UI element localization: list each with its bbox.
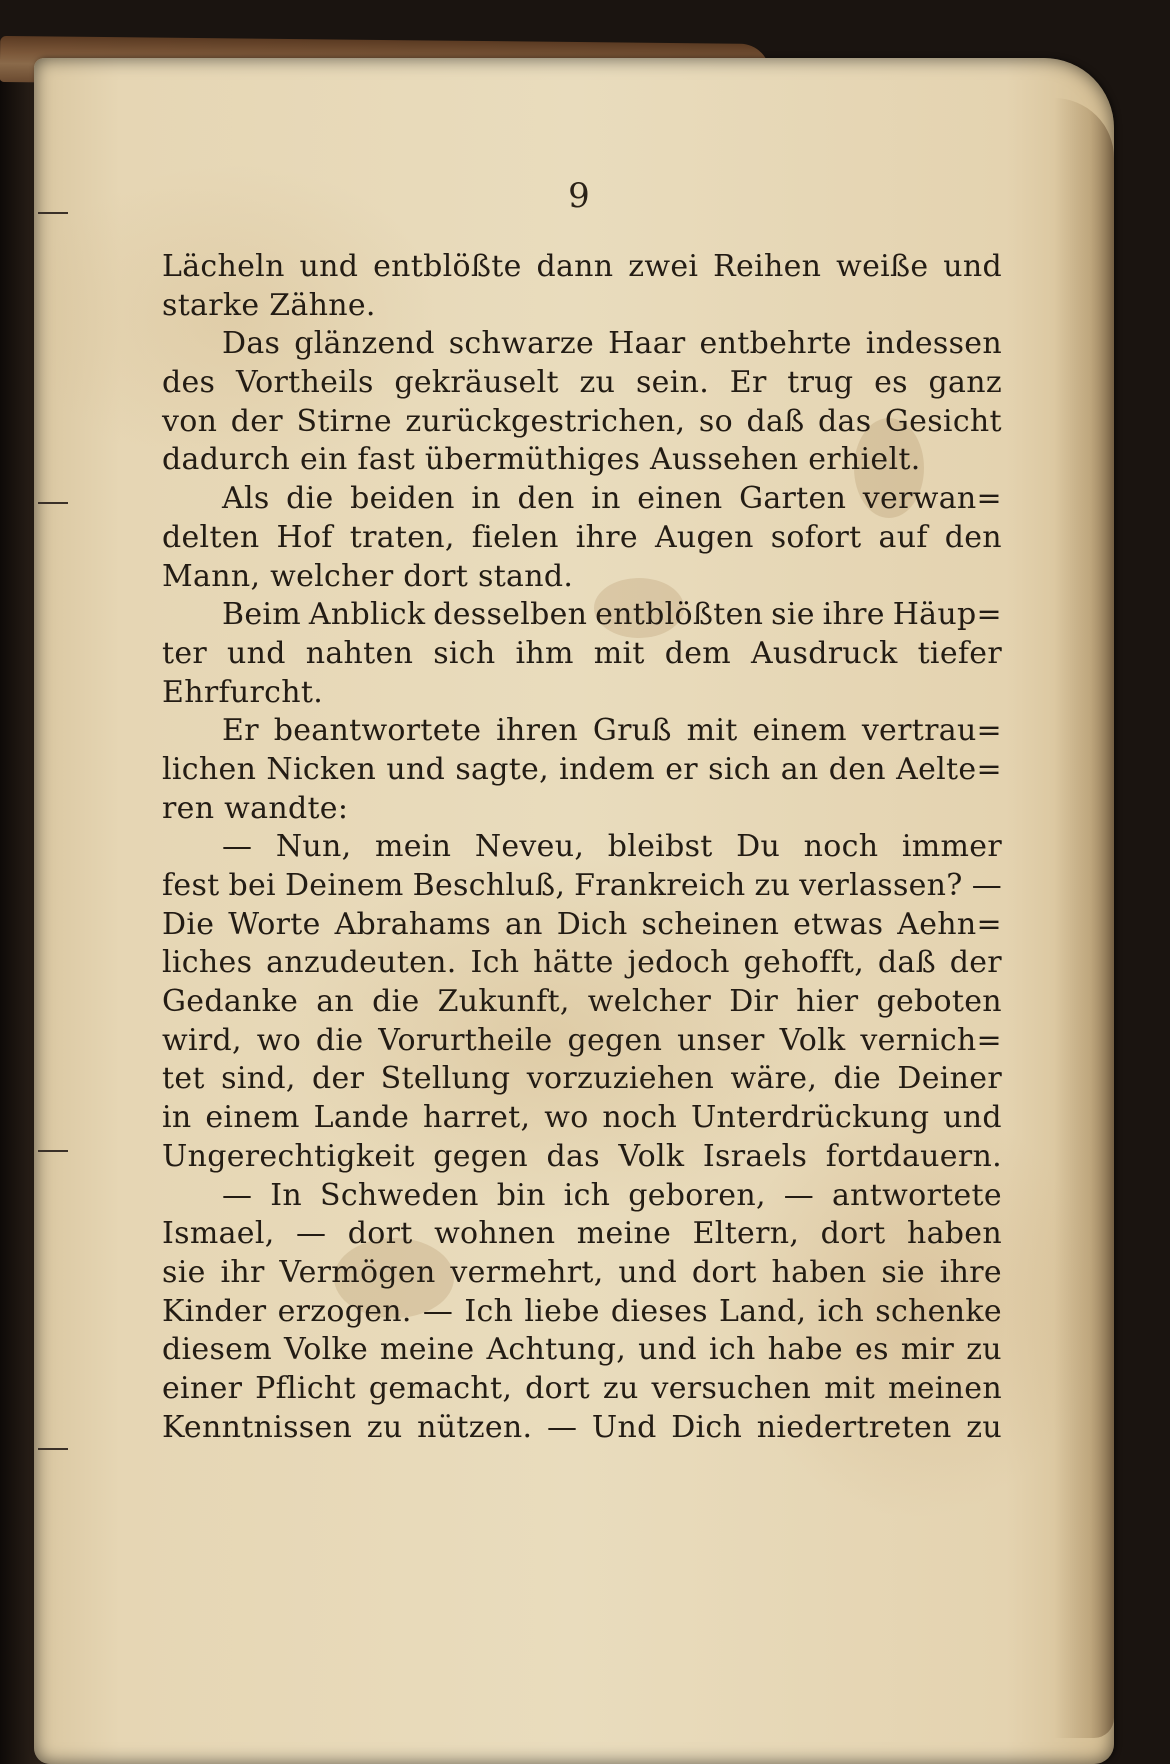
word: Volke [284,1332,368,1368]
word: — [546,1409,578,1445]
word: sie [771,597,815,633]
word: Häup= [892,597,1002,633]
word: verwan= [862,481,1002,517]
margin-mark [38,502,68,504]
word: indessen [865,326,1002,362]
word: dort [820,1216,886,1252]
word: Neveu, [474,829,585,865]
word: schwarze [448,326,595,362]
word: so [698,403,733,439]
word: fest [162,868,220,903]
word: Er [729,365,767,401]
word: Schweden [319,1177,479,1213]
word: liebe [524,1293,600,1329]
word: haben [771,1254,867,1290]
line-text: starke Zähne. [162,287,376,323]
word: Achtung, [486,1332,627,1368]
word: die [286,481,334,517]
word: dann [536,249,614,284]
word: — [222,1177,253,1213]
text-line [162,1331,1002,1370]
word: Dir [729,984,779,1020]
word: Volk [618,1138,685,1174]
word: trug [787,365,854,401]
word: geboren, [628,1177,766,1213]
text-line [162,596,1002,635]
text-line [162,1254,1002,1293]
word: ihren [496,713,578,749]
word: einen [637,481,723,517]
word: noch [602,1100,678,1136]
word: ihre [939,1254,1002,1290]
word: und [227,635,286,671]
word: Nun, [275,829,352,865]
word: Reihen [713,249,822,284]
text-line [162,906,1002,945]
word: Zukunft, [437,984,570,1020]
word: — [971,868,1002,903]
word: sein. [635,365,710,401]
word: hier [796,984,859,1020]
word: — [296,1216,327,1252]
word: dort [347,1216,413,1252]
word: die [315,1022,364,1058]
word: erzogen. [277,1293,412,1329]
text-line [162,441,1002,480]
word: Vortheils [235,365,374,401]
text-line [162,944,1002,983]
word: Augen [654,519,754,555]
word: haben [906,1216,1002,1252]
word: dem [664,635,731,671]
text-line [162,248,1002,287]
word: Frankreich [574,868,746,903]
word: zu [966,1332,1002,1368]
word: zu [754,868,791,903]
text-line [162,635,1002,674]
text-line [162,1138,1002,1177]
word: gekräuselt [394,365,559,401]
text-line [162,287,1002,326]
word: gehofft, [743,945,865,981]
word: einem [205,1100,300,1136]
word: Land, [718,1293,807,1329]
text-line [162,1409,1002,1448]
text-line [162,751,1002,790]
word: wird, [162,1022,242,1058]
word: er [665,751,698,787]
margin-mark [38,1150,68,1152]
text-line [162,674,1002,713]
word: vertrau= [861,713,1002,749]
word: mein [374,829,452,865]
word: Beim [222,597,302,633]
word: desselben [433,597,588,633]
word: mir [900,1332,955,1368]
word: Deinem [284,868,404,903]
text-line [162,1177,1002,1216]
word: Abrahams [334,906,492,942]
word: an [780,751,819,787]
word: Er [222,713,259,749]
word: zu [602,1370,639,1406]
word: Deiner [897,1061,1002,1097]
word: antwortete [832,1177,1002,1213]
text-line [162,790,1002,829]
word: immer [901,829,1002,865]
word: mit [824,1370,876,1406]
word: die [833,1061,881,1097]
word: ich [563,1177,611,1213]
word: entblößte [373,249,522,284]
word: Haar [608,326,686,362]
text-line [162,403,1002,442]
word: Israels [702,1138,808,1174]
word: Kenntnissen [162,1409,353,1445]
word: in [162,1100,192,1136]
word: ich [817,1293,865,1329]
word: Unterdrückung [690,1100,930,1136]
word: wäre, [730,1061,818,1097]
word: zu [966,1409,1002,1445]
margin-mark [38,212,68,214]
word: versuchen [651,1370,812,1406]
word: den [944,519,1002,555]
word: entblößten [595,597,764,633]
word: Als [222,481,270,517]
word: in [471,481,501,517]
line-text: Mann, welcher dort stand. [162,558,574,594]
word: habe [767,1332,843,1368]
text-line [162,1022,1002,1061]
word: niedertreten [756,1409,952,1445]
word: — [222,829,253,865]
word: Ismael, [162,1216,275,1252]
word: indem [559,751,655,787]
word: sie [881,1254,925,1290]
word: Ungerechtigkeit [162,1138,415,1174]
word: dort [691,1254,757,1290]
text-line [162,480,1002,519]
word: mit [593,635,645,671]
word: diesem [162,1332,272,1368]
word: anzudeuten. [266,945,457,981]
word: zu [579,365,616,401]
word: nützen. [417,1409,533,1445]
word: Volk [779,1022,846,1058]
word: ter [162,635,208,671]
word: zu [366,1409,403,1445]
word: zurückgestrichen, [405,403,686,439]
word: fielen [471,519,559,555]
word: — [422,1293,454,1329]
word: einer [162,1370,243,1406]
margin-mark [38,1448,68,1450]
word: weiße [836,249,929,284]
word: Stirne [296,403,392,439]
word: Vermögen [279,1254,436,1290]
text-line [162,983,1002,1022]
word: der [230,403,283,439]
word: Die [162,906,215,942]
word: scheinen [641,906,780,942]
page-number: 9 [568,176,590,216]
text-line [162,1060,1002,1099]
line-text: ren wandte: [162,790,349,826]
word: Garten [739,481,847,517]
word: Gruß [592,713,672,749]
word: entbehrte [699,326,852,362]
word: gemacht, [368,1370,513,1406]
page-edge-shadow [1054,98,1114,1738]
word: gegen [433,1138,528,1174]
text-line [162,1370,1002,1409]
word: meine [576,1216,672,1252]
word: bei [228,868,276,903]
text-line [162,867,1002,906]
word: wo [544,1100,589,1136]
word: dieses [610,1293,708,1329]
text-line [162,325,1002,364]
word: Ausdruck [750,635,898,671]
line-text: dadurch ein fast übermüthiges Aussehen erhielt. [162,442,921,478]
text-line [162,712,1002,751]
word: In [270,1177,303,1213]
word: Gedanke [162,984,299,1020]
word: beantwortete [273,713,482,749]
word: daß [877,945,936,981]
word: nahten [305,635,414,671]
text-line [162,519,1002,558]
word: traten, [349,519,455,555]
word: Gesicht [884,403,1002,439]
word: bin [496,1177,546,1213]
word: tiefer [917,635,1002,671]
word: glänzend [294,326,435,362]
word: mit [686,713,738,749]
word: der [312,1061,365,1097]
word: beiden [350,481,455,517]
word: etwas [793,906,884,942]
word: Dich [556,906,628,942]
word: von [162,403,218,439]
word: das [546,1138,600,1174]
body-text [162,248,1002,1447]
word: es [855,1332,889,1368]
word: Ich [470,945,520,981]
word: sind, [221,1061,296,1097]
word: fortdauern. [825,1138,1002,1174]
word: daß [746,403,805,439]
word: des [162,365,216,401]
word: vermehrt, [450,1254,604,1290]
word: sagte, [455,751,549,787]
word: auf [878,519,928,555]
word: gegen [567,1022,663,1058]
word: und [299,249,359,284]
word: Nicken [266,751,377,787]
word: — [783,1177,815,1213]
word: die [372,984,420,1020]
text-line [162,828,1002,867]
word: Stellung [380,1061,511,1097]
word: es [874,365,908,401]
word: Worte [228,906,321,942]
word: unser [677,1022,765,1058]
word: meinen [887,1370,1002,1406]
word: hätte [533,945,614,981]
word: ihm [515,635,574,671]
word: Dich [671,1409,743,1445]
word: lichen [162,751,257,787]
word: Anblick [308,597,426,633]
text-line [162,1099,1002,1138]
word: zwei [628,249,699,284]
word: liches [162,945,253,981]
word: vernich= [860,1022,1002,1058]
word: Aehn= [897,906,1002,942]
word: Das [222,326,281,362]
word: den [828,751,886,787]
word: sofort [770,519,862,555]
word: delten [162,519,260,555]
word: und [618,1254,678,1290]
text-line [162,1293,1002,1332]
word: an [505,906,543,942]
word: ihre [575,519,638,555]
word: und [943,249,1002,284]
word: sie [162,1254,206,1290]
word: schenke [875,1293,1002,1329]
word: an [316,984,355,1020]
word: Lande [313,1100,410,1136]
word: noch [803,829,879,865]
word: ganz [928,365,1002,401]
line-text: Ehrfurcht. [162,674,324,710]
word: sich [708,751,771,787]
word: und [943,1100,1002,1136]
word: das [818,403,872,439]
word: Vorurtheile [378,1022,553,1058]
text-line [162,558,1002,597]
word: einem [752,713,847,749]
word: Und [591,1409,657,1445]
word: den [517,481,575,517]
word: Beschluß, [412,868,566,903]
word: Hof [276,519,333,555]
word: tet [162,1061,205,1097]
word: Lächeln [162,249,285,284]
word: dort [525,1370,590,1406]
word: harret, [423,1100,531,1136]
text-line [162,1215,1002,1254]
word: vorzuziehen [526,1061,715,1097]
word: Du [736,829,781,865]
word: Aelte= [896,751,1002,787]
text-line [162,364,1002,403]
word: ihre [822,597,885,633]
word: Kinder [162,1293,267,1329]
word: und [638,1332,697,1368]
word: ihr [220,1254,265,1290]
word: verlassen? [799,868,963,903]
word: Ich [464,1293,514,1329]
word: der [949,945,1002,981]
word: jedoch [627,945,730,981]
word: wohnen [434,1216,556,1252]
word: wo [256,1022,302,1058]
paper-page [34,58,1114,1764]
word: ich [708,1332,756,1368]
word: und [386,751,446,787]
word: welcher [587,984,712,1020]
word: meine [380,1332,475,1368]
word: sich [433,635,496,671]
word: Pflicht [255,1370,356,1406]
word: geboten [876,984,1002,1020]
word: in [591,481,621,517]
word: Eltern, [692,1216,800,1252]
word: bleibst [607,829,713,865]
